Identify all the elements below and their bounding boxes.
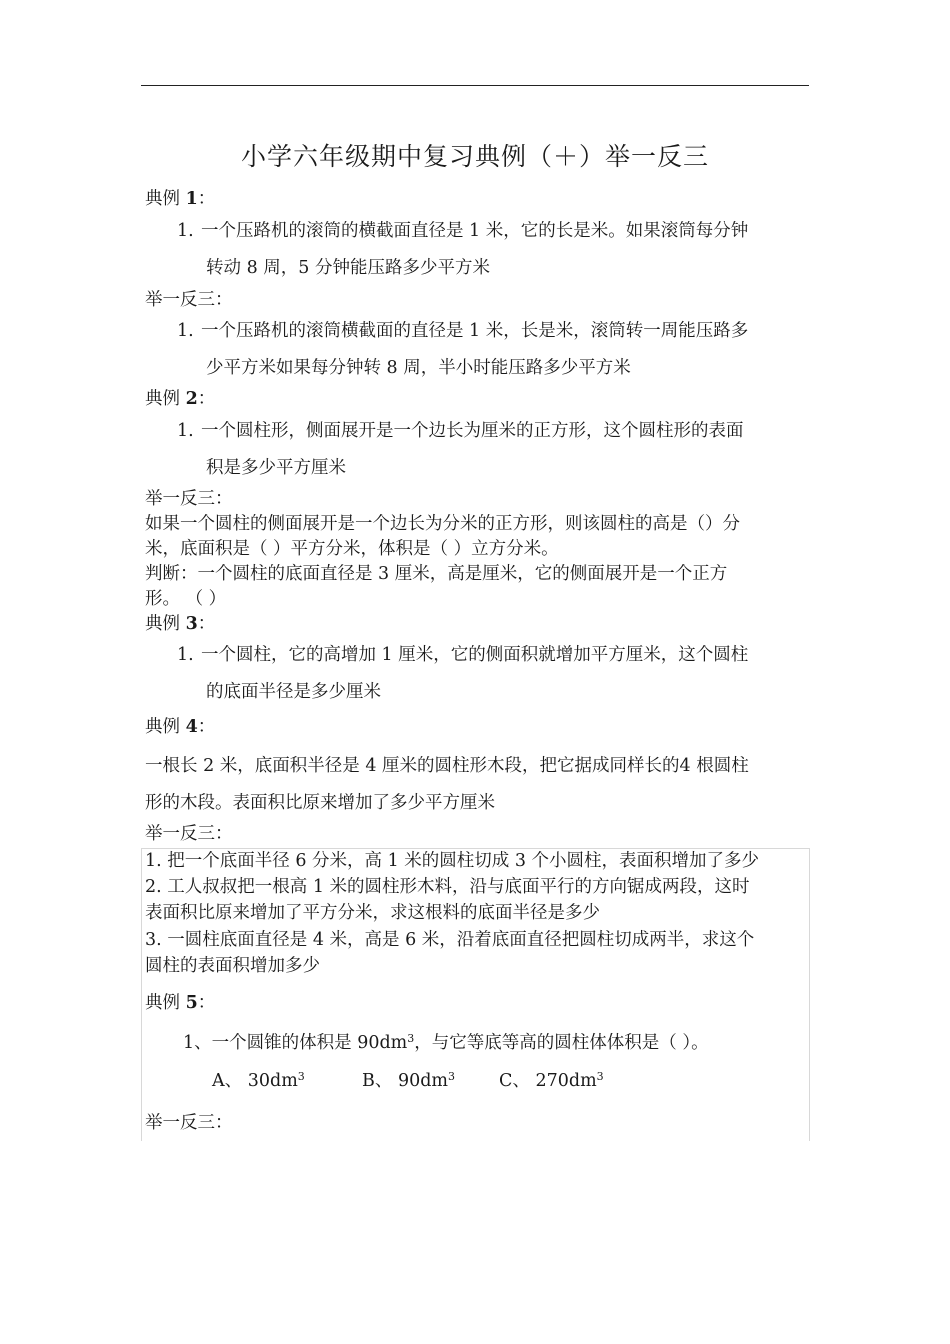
heading-number: 1 bbox=[185, 189, 198, 209]
example-4-heading bbox=[145, 719, 215, 737]
example-1-heading bbox=[145, 191, 215, 209]
practice-2-fill-line-1: 如果一个圆柱的侧面展开是一个边长为分米的正方形，则该圆柱的高是（）分 bbox=[145, 514, 740, 534]
option-value: 90dm bbox=[397, 1071, 449, 1091]
option-letter: C、 bbox=[499, 1071, 530, 1091]
question-unit-exponent: 3 bbox=[407, 1032, 415, 1045]
heading-number: 3 bbox=[185, 614, 198, 634]
example-2-heading bbox=[145, 391, 215, 409]
option-exponent: 3 bbox=[297, 1070, 305, 1083]
option-exponent: 3 bbox=[448, 1070, 456, 1083]
heading-colon: ： bbox=[197, 717, 216, 737]
practice-2-judge-line-1: 判断：一个圆柱的底面直径是 3 厘米，高是厘米，它的侧面展开是一个正方 bbox=[145, 564, 728, 584]
heading-number: 4 bbox=[185, 717, 198, 737]
practice-4-item-1: 1. 把一个底面半径 6 分米，高 1 米的圆柱切成 3 个小圆柱，表面积增加了多少 bbox=[145, 851, 760, 871]
option-b bbox=[362, 1071, 455, 1091]
heading-label: 典例 bbox=[145, 614, 180, 634]
example-3-question-line-1: 一个圆柱，它的高增加 1 厘米，它的侧面积就增加平方厘米，这个圆柱 bbox=[201, 645, 749, 665]
option-exponent: 3 bbox=[596, 1070, 604, 1083]
option-letter: A、 bbox=[212, 1071, 243, 1091]
example-1-question-line-1: 一个压路机的滚筒的横截面直径是 1 米，它的长是米。如果滚筒每分钟 bbox=[201, 221, 749, 241]
example-2-question-number: 1. bbox=[177, 421, 194, 441]
practice-4-item-2-line-1: 2. 工人叔叔把一根高 1 米的圆柱形木料，沿与底面平行的方向锯成两段，这时 bbox=[145, 877, 750, 897]
practice-1-question-line-2: 少平方米如果每分钟转 8 周，半小时能压路多少平方米 bbox=[206, 358, 631, 378]
example-1-question-number: 1. bbox=[177, 221, 194, 241]
option-letter: B、 bbox=[362, 1071, 393, 1091]
heading-label: 典例 bbox=[145, 189, 180, 209]
example-2-question-line-2: 积是多少平方厘米 bbox=[206, 458, 346, 478]
practice-4-item-3-line-2: 圆柱的表面积增加多少 bbox=[145, 956, 320, 976]
option-a bbox=[212, 1071, 305, 1091]
example-1-question-line-2: 转动 8 周，5 分钟能压路多少平方米 bbox=[206, 258, 490, 278]
example-3-heading bbox=[145, 616, 215, 634]
heading-colon: ： bbox=[197, 189, 216, 209]
example-2-question-line-1: 一个圆柱形，侧面展开是一个边长为厘米的正方形，这个圆柱形的表面 bbox=[201, 421, 744, 441]
practice-4-item-2-line-2: 表面积比原来增加了平方分米，求这根料的底面半径是多少 bbox=[145, 903, 600, 923]
heading-number: 5 bbox=[185, 993, 198, 1013]
practice-4-item-3-line-1: 3. 一圆柱底面直径是 4 米，高是 6 米，沿着底面直径把圆柱切成两半，求这个 bbox=[145, 930, 755, 950]
question-text: 1、一个圆锥的体积是 90dm bbox=[183, 1033, 408, 1053]
example-5-question bbox=[183, 1033, 709, 1053]
example-3-question-number: 1. bbox=[177, 645, 194, 665]
example-4-line-2: 形的木段。表面积比原来增加了多少平方厘米 bbox=[145, 793, 495, 813]
example-4-line-1: 一根长 2 米，底面积半径是 4 厘米的圆柱形木段，把它据成同样长的4 根圆柱 bbox=[145, 756, 749, 776]
example-3-question-line-2: 的底面半径是多少厘米 bbox=[206, 682, 381, 702]
heading-label: 典例 bbox=[145, 717, 180, 737]
example-1-practice-heading: 举一反三： bbox=[145, 290, 233, 310]
heading-label: 典例 bbox=[145, 993, 180, 1013]
option-value: 30dm bbox=[247, 1071, 298, 1091]
example-4-practice-heading: 举一反三： bbox=[145, 824, 233, 844]
practice-1-question-number: 1. bbox=[177, 321, 194, 341]
practice-1-question-line-1: 一个压路机的滚筒横截面的直径是 1 米，长是米，滚筒转一周能压路多 bbox=[201, 321, 749, 341]
example-5-heading bbox=[145, 995, 215, 1013]
heading-colon: ： bbox=[197, 993, 216, 1013]
page-title: 小学六年级期中复习典例（＋）举一反三 bbox=[240, 142, 709, 171]
heading-number: 2 bbox=[185, 389, 198, 409]
example-2-practice-heading: 举一反三： bbox=[145, 489, 233, 509]
practice-2-judge-line-2: 形。 （ ） bbox=[145, 589, 227, 609]
heading-colon: ： bbox=[197, 389, 216, 409]
heading-label: 典例 bbox=[145, 389, 180, 409]
option-c bbox=[499, 1071, 604, 1091]
option-value: 270dm bbox=[535, 1071, 597, 1091]
example-5-practice-heading: 举一反三： bbox=[145, 1113, 233, 1133]
question-text-rest: ，与它等底等高的圆柱体体积是（ ）。 bbox=[414, 1033, 709, 1053]
header-rule bbox=[141, 85, 809, 86]
heading-colon: ： bbox=[197, 614, 216, 634]
practice-2-fill-line-2: 米，底面积是（ ）平方分米，体积是（ ）立方分米。 bbox=[145, 539, 559, 559]
